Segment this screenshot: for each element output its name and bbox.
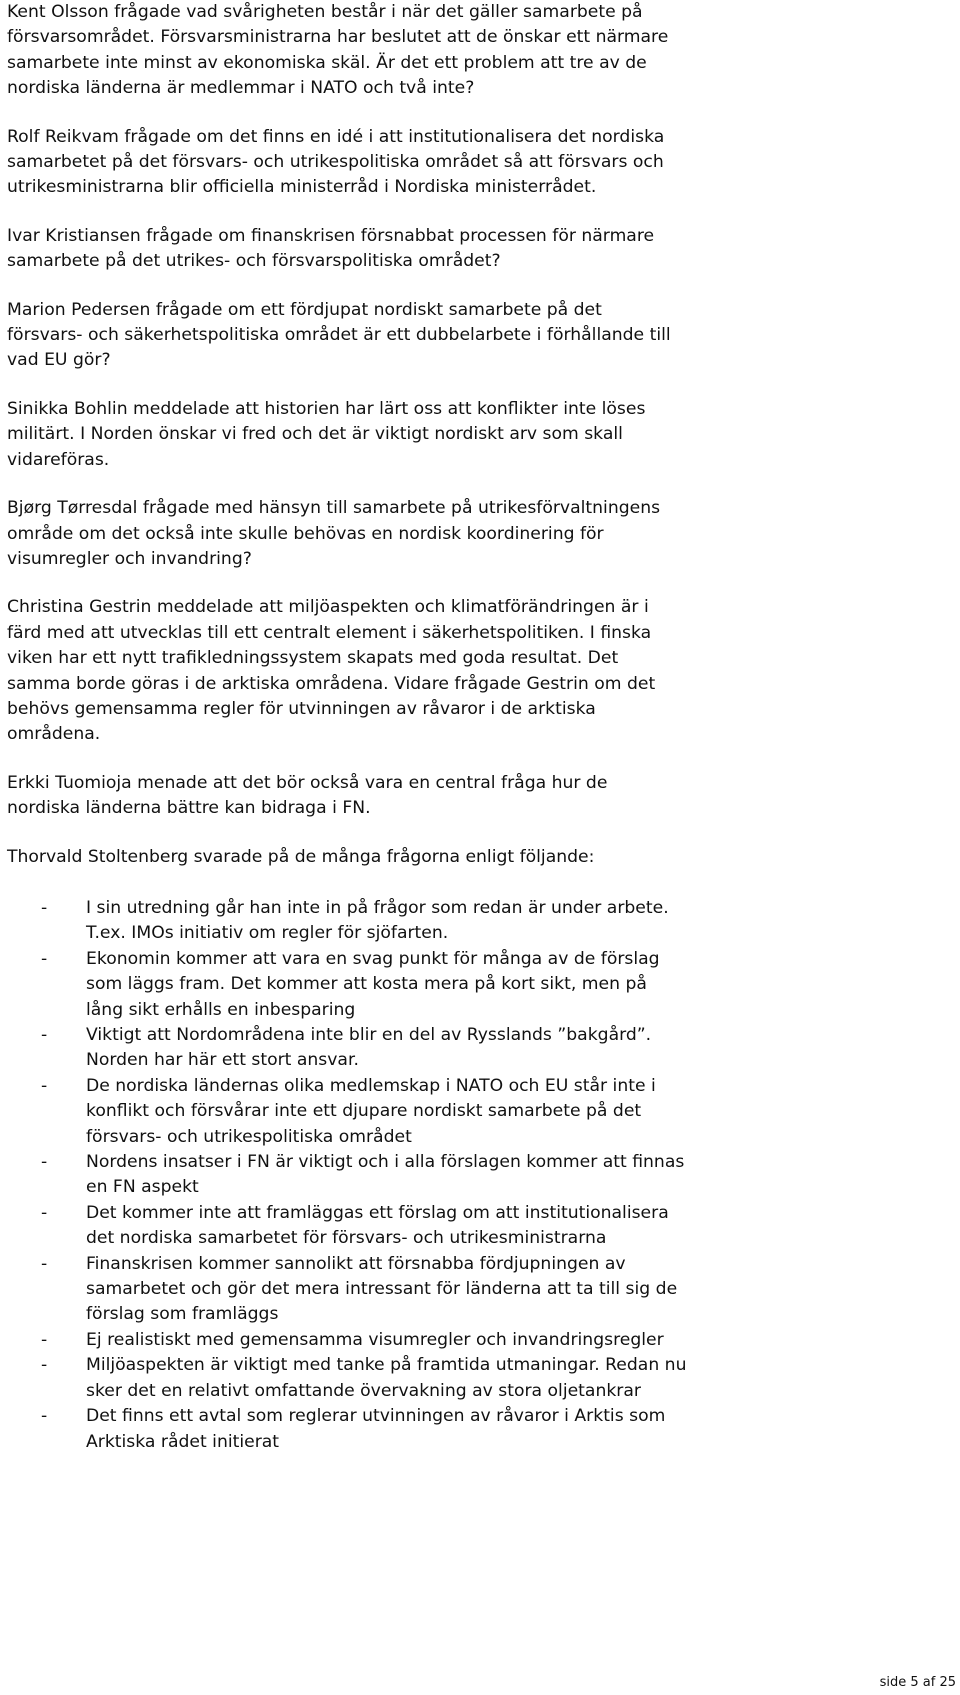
list-item-line: samarbetet och gör det mera intressant för länderna att ta till sig de bbox=[86, 1279, 678, 1300]
list-item-line: konflikt och försvårar inte ett djupare nordiskt samarbete på det bbox=[86, 1101, 642, 1122]
list-item-line: Finanskrisen kommer sannolikt att försnabba fördjupningen av bbox=[86, 1253, 626, 1274]
list-item-line: sker det en relativt omfattande övervakning av stora oljetankrar bbox=[86, 1380, 641, 1401]
paragraph bbox=[7, 845, 952, 870]
paragraph-line: samarbete på det utrikes- och försvarspolitiska området? bbox=[7, 251, 501, 272]
list-item-line: Norden har här ett stort ansvar. bbox=[86, 1050, 359, 1071]
paragraph-line: Marion Pedersen frågade om ett fördjupat nordiskt samarbete på det bbox=[7, 299, 602, 320]
bullet-dash: - bbox=[41, 1406, 48, 1427]
list-item-line: förslag som framläggs bbox=[86, 1304, 279, 1325]
list-item-line: Ekonomin kommer att vara en svag punkt för många av de förslag bbox=[86, 948, 660, 969]
paragraph-line: vad EU gör? bbox=[7, 350, 111, 371]
list-item-line: Det finns ett avtal som reglerar utvinningen av råvaror i Arktis som bbox=[86, 1406, 666, 1427]
list-item-line: försvars- och utrikespolitiska området bbox=[86, 1126, 412, 1147]
paragraph-line: försvarsområdet. Försvarsministrarna har beslutet att de önskar ett närmare bbox=[7, 27, 669, 48]
list-item-line: lång sikt erhålls en inbesparing bbox=[86, 999, 356, 1020]
list-item bbox=[7, 1201, 952, 1252]
list-item-line: Nordens insatser i FN är viktigt och i alla förslagen kommer att finnas bbox=[86, 1152, 685, 1173]
document-body bbox=[7, 0, 952, 1455]
list-item bbox=[7, 1404, 952, 1455]
list-item-line: Arktiska rådet initierat bbox=[86, 1431, 280, 1452]
paragraph bbox=[7, 771, 952, 822]
paragraph-line: behövs gemensamma regler för utvinningen av råvaror i de arktiska bbox=[7, 698, 596, 719]
bullet-dash: - bbox=[41, 1355, 48, 1376]
list-item bbox=[7, 1328, 952, 1353]
list-item-line: det nordiska samarbetet för försvars- och utrikesministrarna bbox=[86, 1228, 607, 1249]
bullet-dash: - bbox=[41, 1025, 48, 1045]
list-item bbox=[7, 947, 952, 1023]
response-bullet-list bbox=[7, 896, 952, 1455]
bullet-dash: - bbox=[41, 1152, 48, 1173]
bullet-dash: - bbox=[41, 897, 48, 918]
paragraph-line: område om det också inte skulle behövas en nordisk koordinering för bbox=[7, 523, 604, 544]
bullet-dash: - bbox=[41, 1329, 48, 1350]
paragraph-line: Erkki Tuomioja menade att det bör också vara en central fråga hur de bbox=[7, 772, 608, 793]
paragraph bbox=[7, 224, 952, 275]
paragraph-line: områdena. bbox=[7, 724, 101, 745]
paragraph-line: samarbetet på det försvars- och utrikespolitiska området så att försvars och bbox=[7, 152, 664, 173]
bullet-dash: - bbox=[41, 1075, 48, 1096]
list-item-line: T.ex. IMOs initiativ om regler för sjöfarten. bbox=[86, 923, 449, 944]
list-item-line: De nordiska ländernas olika medlemskap i NATO och EU står inte i bbox=[86, 1075, 656, 1096]
page-number: side 5 af 25 bbox=[879, 1675, 956, 1690]
list-item-line: Ej realistiskt med gemensamma visumregler och invandringsregler bbox=[86, 1329, 664, 1350]
paragraph-line: viken har ett nytt trafikledningssystem skapats med goda resultat. Det bbox=[7, 648, 619, 669]
bullet-dash: - bbox=[41, 1202, 48, 1223]
paragraph-line: visumregler och invandring? bbox=[7, 548, 252, 569]
list-item bbox=[7, 896, 952, 947]
paragraph-line: militärt. I Norden önskar vi fred och det är viktigt nordiskt arv som skall bbox=[7, 424, 623, 445]
paragraph bbox=[7, 595, 952, 747]
list-item bbox=[7, 1023, 952, 1074]
paragraph-line: nordiska länderna är medlemmar i NATO och två inte? bbox=[7, 78, 475, 99]
bullet-dash: - bbox=[41, 1253, 48, 1274]
list-item-line: I sin utredning går han inte in på frågor som redan är under arbete. bbox=[86, 897, 669, 918]
paragraph-line: samarbete inte minst av ekonomiska skäl. Är det ett problem att tre av de bbox=[7, 52, 647, 73]
paragraph-line: samma borde göras i de arktiska områdena. Vidare frågade Gestrin om det bbox=[7, 673, 656, 694]
paragraph-line: utrikesministrarna blir officiella ministerråd i Nordiska ministerrådet. bbox=[7, 177, 597, 198]
list-item bbox=[7, 1150, 952, 1201]
paragraph-line: försvars- och säkerhetspolitiska området är ett dubbelarbete i förhållande till bbox=[7, 325, 671, 346]
list-item-line: Viktigt att Nordområdena inte blir en del av Rysslands ”bakgård”. bbox=[86, 1025, 652, 1045]
list-item bbox=[7, 1074, 952, 1150]
list-item-line: som läggs fram. Det kommer att kosta mera på kort sikt, men på bbox=[86, 974, 647, 995]
paragraph bbox=[7, 0, 952, 102]
paragraph-line: vidareföras. bbox=[7, 449, 110, 470]
paragraph-line: Kent Olsson frågade vad svårigheten består i när det gäller samarbete på bbox=[7, 2, 643, 22]
paragraph bbox=[7, 298, 952, 374]
paragraph bbox=[7, 125, 952, 201]
bullet-dash: - bbox=[41, 948, 48, 969]
paragraph-line: Thorvald Stoltenberg svarade på de många frågorna enligt följande: bbox=[7, 846, 595, 867]
paragraph-line: Bjørg Tørresdal frågade med hänsyn till samarbete på utrikesförvaltningens bbox=[7, 498, 661, 519]
paragraph bbox=[7, 397, 952, 473]
list-item-line: Miljöaspekten är viktigt med tanke på framtida utmaningar. Redan nu bbox=[86, 1355, 687, 1376]
list-item-line: Det kommer inte att framläggas ett förslag om att institutionalisera bbox=[86, 1202, 669, 1223]
paragraph-line: färd med att utvecklas till ett centralt element i säkerhetspolitiken. I finska bbox=[7, 622, 652, 643]
paragraph-line: Christina Gestrin meddelade att miljöaspekten och klimatförändringen är i bbox=[7, 597, 649, 618]
paragraph-line: Rolf Reikvam frågade om det finns en idé i att institutionalisera det nordiska bbox=[7, 126, 665, 147]
paragraph-line: nordiska länderna bättre kan bidraga i FN. bbox=[7, 798, 371, 819]
list-item bbox=[7, 1353, 952, 1404]
list-item-line: en FN aspekt bbox=[86, 1177, 199, 1198]
paragraph-line: Sinikka Bohlin meddelade att historien har lärt oss att konflikter inte löses bbox=[7, 398, 646, 419]
list-item bbox=[7, 1252, 952, 1328]
paragraph-list bbox=[7, 0, 952, 870]
paragraph bbox=[7, 496, 952, 572]
paragraph-line: Ivar Kristiansen frågade om finanskrisen försnabbat processen för närmare bbox=[7, 225, 655, 246]
